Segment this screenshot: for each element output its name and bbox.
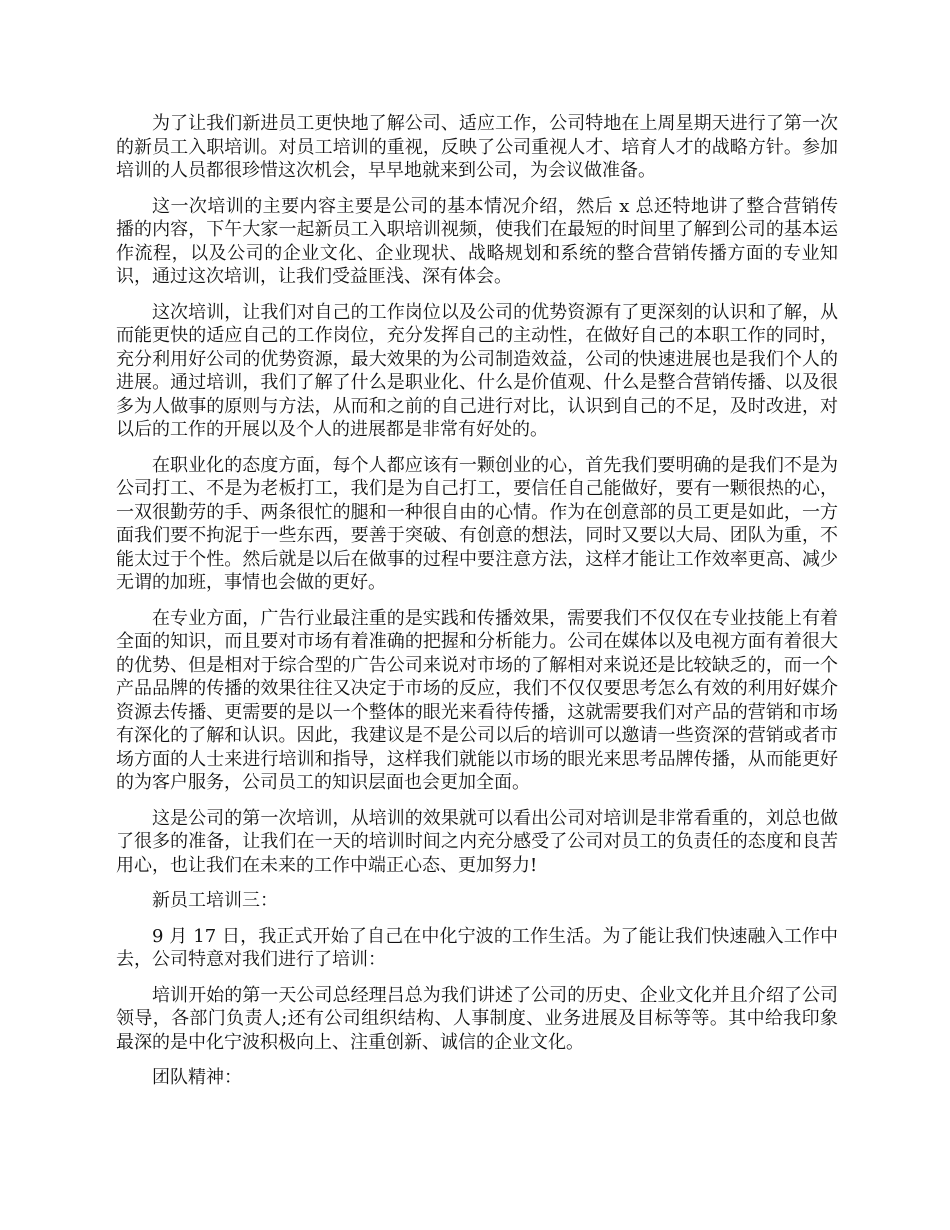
paragraph: 这一次培训的主要内容主要是公司的基本情况介绍，然后 x 总还特地讲了整合营销传播的内容，下午大家一起新员工入职培训视频，使我们在最短的时间里了解到公司的基本运作流程，以及公司的企业文化、企业现状、战略规划和系统的整合营销传播方面的专业知识，通过这次培训，让我们受益匪浅、深有体会。: [116, 195, 838, 287]
paragraph: 培训开始的第一天公司总经理吕总为我们讲述了公司的历史、企业文化并且介绍了公司领导，各部门负责人;还有公司组织结构、人事制度、业务进展及目标等等。其中给我印象最深的是中化宁波积极向上、注重创新、诚信的企业文化。: [116, 984, 838, 1053]
paragraph: 为了让我们新进员工更快地了解公司、适应工作，公司特地在上周星期天进行了第一次的新员工入职培训。对员工培训的重视，反映了公司重视人才、培育人才的战略方针。参加培训的人员都很珍惜这次机会，早早地就来到公司，为会议做准备。: [116, 113, 838, 181]
paragraph: 在专业方面，广告行业最注重的是实践和传播效果，需要我们不仅仅在专业技能上有着全面的知识，而且要对市场有着准确的把握和分析能力。公司在媒体以及电视方面有着很大的优势、但是相对于综合型的广告公司来说对市场的了解相对来说还是比较缺乏的，而一个产品品牌的传播的效果往往又决定于市场的反应，我们不仅仅要思考怎么有效的利用好媒介资源去传播、更需要的是以一个整体的眼光来看待传播，这就需要我们对产品的营销和市场有深化的了解和认识。因此，我建议是不是公司以后的培训可以邀请一些资深的营销或者市场方面的人士来进行培训和指导，这样我们就能以市场的眼光来思考品牌传播，从而能更好的为客户服务，公司员工的知识层面也会更加全面。: [116, 607, 838, 793]
section-heading: 新员工培训三：: [152, 890, 278, 911]
paragraph: 这是公司的第一次培训，从培训的效果就可以看出公司对培训是非常看重的，刘总也做了很多的准备，让我们在一天的培训时间之内充分感受了公司对员工的负责任的态度和良苦用心，也让我们在未来的工作中端正心态、更加努力!: [116, 807, 838, 876]
paragraph: 9 月 17 日，我正式开始了自己在中化宁波的工作生活。为了能让我们快速融入工作中去，公司特意对我们进行了培训：: [116, 925, 838, 970]
paragraph: 这次培训，让我们对自己的工作岗位以及公司的优势资源有了更深刻的认识和了解，从而能更快的适应自己的工作岗位，充分发挥自己的主动性，在做好自己的本职工作的同时，充分利用好公司的优势资源，最大效果的为公司制造效益，公司的快速进展也是我们个人的进展。通过培训，我们了解了什么是职业化、什么是价值观、什么是整合营销传播、以及很多为人做事的原则与方法，从而和之前的自己进行对比，认识到自己的不足，及时改进，对以后的工作的开展以及个人的进展都是非常有好处的。: [116, 301, 838, 440]
paragraph: 在职业化的态度方面，每个人都应该有一颗创业的心，首先我们要明确的是我们不是为公司打工、不是为老板打工，我们是为自己打工，要信任自己能做好，要有一颗很热的心，一双很勤劳的手、两条很忙的腿和一种很自由的心情。作为在创意部的员工更是如此，一方面我们要不拘泥于一些东西，要善于突破、有创意的想法，同时又要以大局、团队为重，不能太过于个性。然后就是以后在做事的过程中要注意方法，这样才能让工作效率更高、减少无谓的加班，事情也会做的更好。: [116, 454, 838, 593]
section-heading: 团队精神：: [152, 1067, 242, 1088]
document-body: [116, 112, 838, 1102]
